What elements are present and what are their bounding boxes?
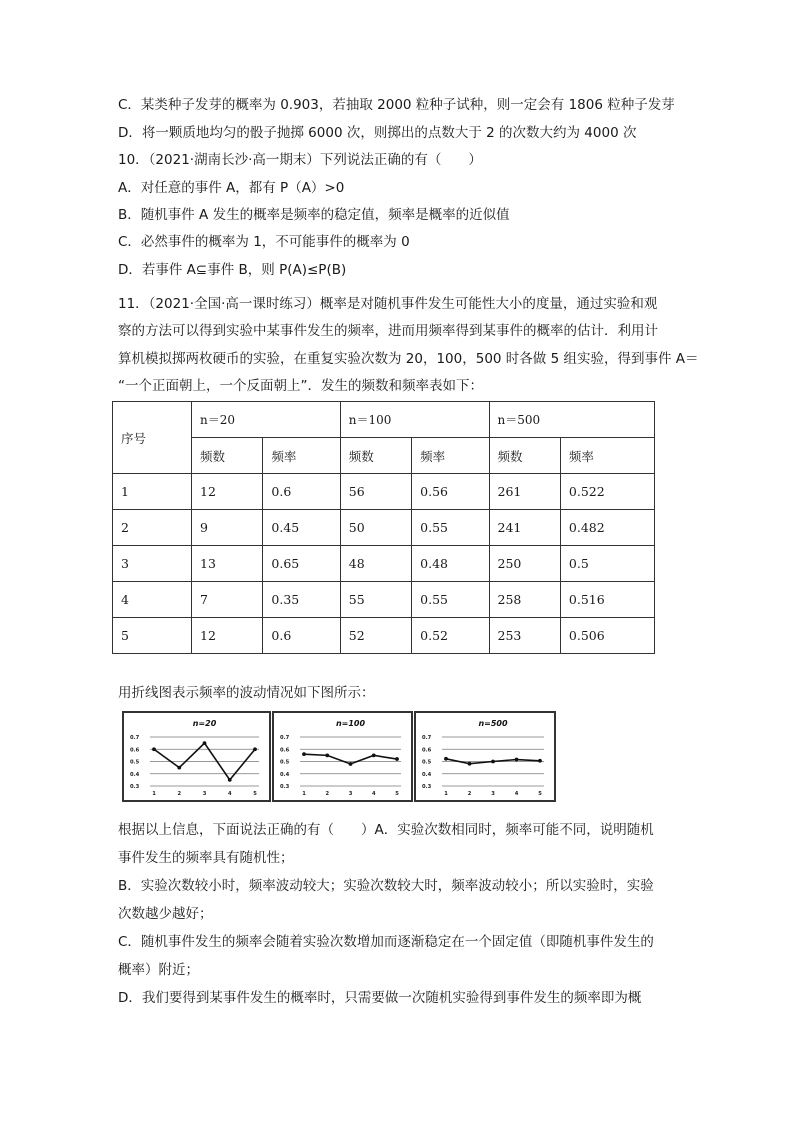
data-point [444,757,448,761]
x-tick-label: 4 [227,791,232,797]
table-subheader: 频数 [340,438,411,474]
table-cell: 253 [489,618,560,654]
data-point [152,747,156,751]
table-cell: 241 [489,510,560,546]
table-cell: 0.55 [412,582,489,618]
table-row [113,618,655,654]
table-cell: 4 [113,582,192,618]
data-point [538,759,542,763]
table-cell: 0.56 [412,474,489,510]
option-d-previous: D．将一颗质地均匀的骰子抛掷 6000 次，则掷出的点数大于 2 的次数大约为 4000 次 [118,125,637,141]
table-cell: 50 [340,510,411,546]
y-tick-label: 0.6 [280,747,290,754]
data-point [203,741,207,745]
after-line-3: B．实验次数较小时，频率波动较大；实验次数较大时，频率波动较小；所以实验时，实验 [118,878,654,894]
x-tick-label: 1 [152,791,156,797]
chart-n100 [272,711,413,802]
data-point [253,747,257,751]
table-cell: 0.52 [412,618,489,654]
data-point [177,766,181,770]
table-cell: 0.48 [412,546,489,582]
y-tick-label: 0.4 [280,771,290,778]
table-subheader-row [113,438,655,474]
frequency-table [112,401,655,654]
question-11-after-chart [118,816,678,1012]
x-tick-label: 5 [538,791,542,797]
after-line-4: 次数越少越好； [118,906,213,922]
data-point [325,753,329,757]
x-tick-label: 1 [302,791,306,797]
table-subheader: 频率 [263,438,340,474]
table-cell: 48 [340,546,411,582]
table-cell: 2 [113,510,192,546]
chart-n500 [414,711,556,802]
table-cell: 3 [113,546,192,582]
table-row [113,474,655,510]
table-cell: 258 [489,582,560,618]
table-subheader: 频数 [192,438,263,474]
table-row [113,546,655,582]
table-cell: 9 [192,510,263,546]
table-header-row [113,402,655,438]
question-10-option-d: D．若事件 A⊆事件 B，则 P(A)≤P(B) [118,262,347,278]
chart-title: n=500 [478,719,508,728]
table-row [113,510,655,546]
after-line-6: 概率）附近； [118,962,199,978]
after-line-1: 根据以上信息，下面说法正确的有（ ）A．实验次数相同时，频率可能不同，说明随机 [118,822,654,838]
x-tick-label: 3 [491,791,495,797]
data-point [372,753,376,757]
table-row [113,582,655,618]
table-cell: 12 [192,474,263,510]
chart-intro: 用折线图表示频率的波动情况如下图所示： [118,685,375,701]
chart-n20-svg [124,713,269,800]
table-group-n20: n＝20 [192,402,341,438]
after-line-2: 事件发生的频率具有随机性； [118,850,294,866]
table-cell: 0.35 [263,582,340,618]
question-10-option-c: C．必然事件的概率为 1，不可能事件的概率为 0 [118,234,410,250]
table-cell: 0.522 [560,474,654,510]
table-cell: 250 [489,546,560,582]
table-cell: 0.65 [263,546,340,582]
chart-title: n=20 [192,719,217,728]
question-10-option-a: A．对任意的事件 A，都有 P（A）>0 [118,180,345,196]
x-tick-label: 3 [202,791,207,797]
y-tick-label: 0.3 [130,784,140,791]
data-point [302,752,306,756]
x-tick-label: 4 [371,791,376,797]
x-tick-label: 2 [467,791,472,797]
data-point [491,760,495,764]
option-c-previous: C．某类种子发芽的概率为 0.903，若抽取 2000 粒种子试种，则一定会有 1806 粒种子发芽 [118,97,675,113]
table-cell: 0.45 [263,510,340,546]
y-tick-label: 0.4 [130,771,140,778]
data-point [395,757,399,761]
y-tick-label: 0.6 [130,747,140,754]
chart-n500-svg [416,713,554,800]
after-line-7: D．我们要得到某事件发生的概率时，只需要做一次随机实验得到事件发生的频率即为概 [118,990,642,1006]
question-11-line-4: “一个正面朝上，一个反面朝上”．发生的频数和频率表如下： [118,378,483,394]
table-cell: 56 [340,474,411,510]
table-subheader: 频率 [412,438,489,474]
y-tick-label: 0.7 [280,735,290,742]
table-cell: 0.482 [560,510,654,546]
question-10-option-b: B．随机事件 A 发生的概率是频率的稳定值，频率是概率的近似值 [118,207,510,223]
table-cell: 0.55 [412,510,489,546]
y-tick-label: 0.4 [422,771,432,778]
table-cell: 0.6 [263,474,340,510]
data-point [349,762,353,766]
table-group-n500: n＝500 [489,402,655,438]
x-tick-label: 5 [253,791,257,797]
x-tick-label: 5 [395,791,399,797]
table-cell: 0.6 [263,618,340,654]
data-point [468,762,472,766]
table-cell: 7 [192,582,263,618]
table-cell: 0.516 [560,582,654,618]
table-cell: 5 [113,618,192,654]
table-cell: 261 [489,474,560,510]
question-11-line-2: 察的方法可以得到实验中某事件发生的频率，进而用频率得到某事件的概率的估计．利用计 [118,323,658,339]
question-10-stem: 10．（2021·湖南长沙·高一期末）下列说法正确的有（ ） [118,152,482,168]
chart-title: n=100 [335,719,366,728]
table-cell: 0.5 [560,546,654,582]
data-point [228,778,232,782]
x-tick-label: 1 [444,791,448,797]
table-cell: 1 [113,474,192,510]
x-tick-label: 2 [177,791,182,797]
y-tick-label: 0.5 [130,759,140,766]
table-subheader: 频数 [489,438,560,474]
y-tick-label: 0.7 [422,735,432,742]
after-line-5: C．随机事件发生的频率会随着实验次数增加而逐渐稳定在一个固定值（即随机事件发生的 [118,934,654,950]
question-11-line-1: 11．（2021·全国·高一课时练习）概率是对随机事件发生可能性大小的度量，通过实验和观 [118,296,658,312]
table-cell: 55 [340,582,411,618]
y-tick-label: 0.7 [130,735,140,742]
table-cell: 13 [192,546,263,582]
x-tick-label: 3 [348,791,353,797]
table-corner: 序号 [113,402,192,474]
table-cell: 12 [192,618,263,654]
chart-n100-svg [274,713,411,800]
table-group-n100: n＝100 [340,402,489,438]
question-11-line-3: 算机模拟掷两枚硬币的实验，在重复实验次数为 20，100，500 时各做 5 组实验，得到事件 A＝ [118,351,699,367]
y-tick-label: 0.3 [280,784,290,791]
table-cell: 52 [340,618,411,654]
y-tick-label: 0.3 [422,784,432,791]
y-tick-label: 0.5 [280,759,290,766]
data-point [515,758,519,762]
table-cell: 0.506 [560,618,654,654]
x-tick-label: 2 [325,791,330,797]
y-tick-label: 0.6 [422,747,432,754]
table-subheader: 频率 [560,438,654,474]
y-tick-label: 0.5 [422,759,432,766]
chart-n20 [122,711,271,802]
x-tick-label: 4 [514,791,519,797]
